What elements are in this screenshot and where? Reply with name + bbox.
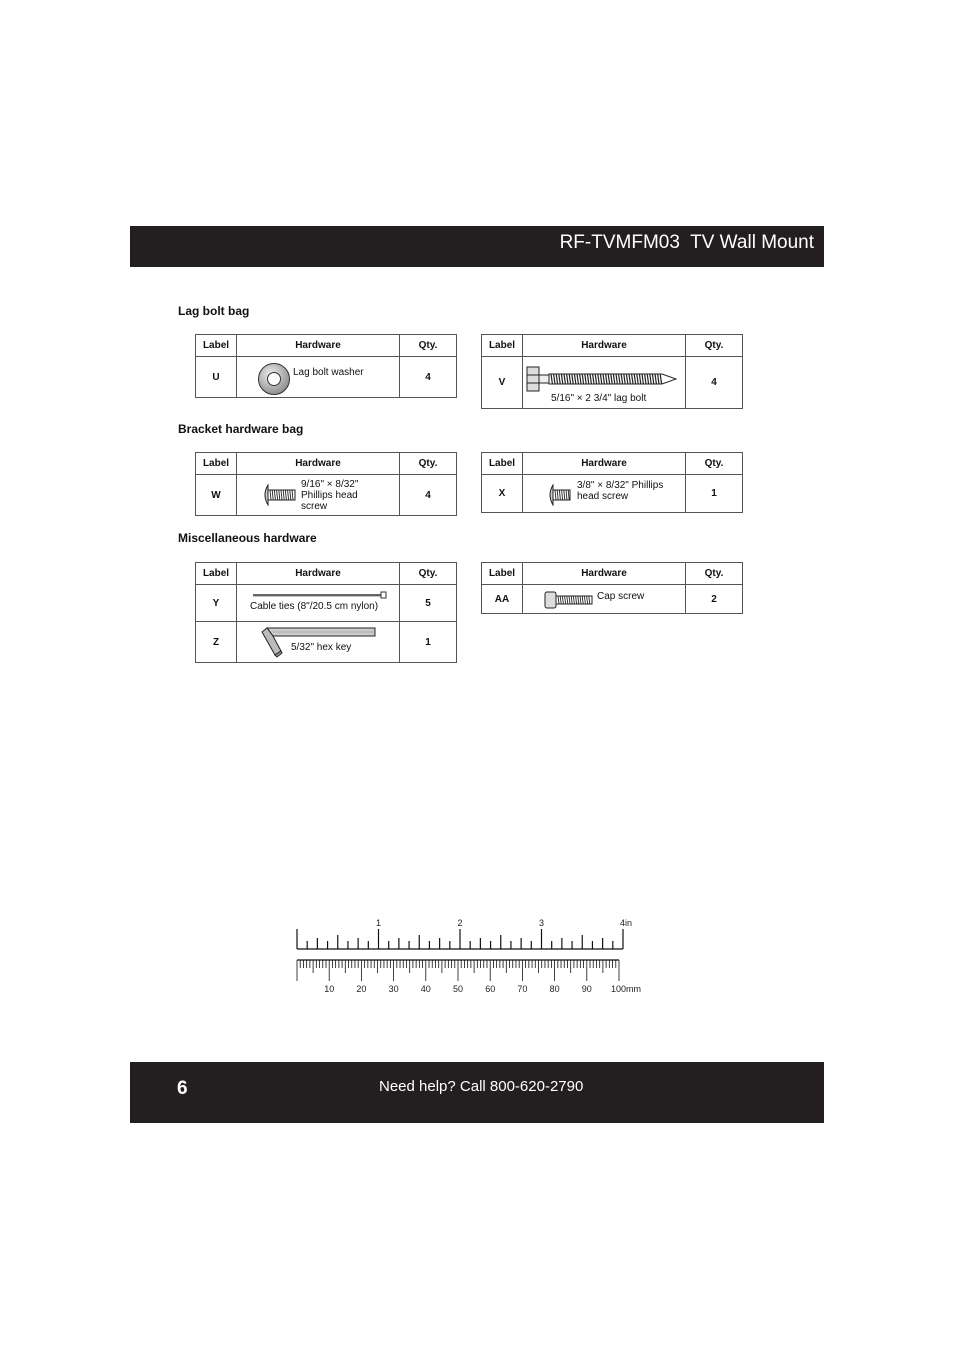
hardware-table-aa [481,562,743,614]
item-label: Z [196,622,237,663]
mm-label: 50 [452,984,464,994]
washer-icon [257,362,291,396]
table-row [196,357,457,398]
table-row [196,585,457,622]
inch-label: 1 [375,918,382,928]
phillips-screw-icon [261,484,297,506]
item-label: AA [482,585,523,614]
mm-label: 90 [581,984,592,994]
column-header-qty: Qty. [686,563,743,585]
hardware-description-line: 9/16" × 8/32" [301,479,359,490]
table-row [482,357,743,409]
column-header-hardware: Hardware [523,563,686,585]
hardware-description: Cable ties (8"/20.5 cm nylon) [250,601,379,612]
hardware-cell [237,622,400,663]
hardware-table-u [195,334,457,398]
mm-label: 80 [549,984,560,994]
hardware-table-misc [195,562,457,663]
page-title: RF-TVMFM03 TV Wall Mount [559,232,814,253]
mm-label: 40 [420,984,431,994]
column-header-hardware: Hardware [237,335,400,357]
column-header-label: Label [482,335,523,357]
column-header-qty: Qty. [686,453,743,475]
section-title-lag-bolt-bag: Lag bolt bag [178,304,250,318]
section-title-miscellaneous-hardware: Miscellaneous hardware [178,531,317,545]
hardware-cell [523,475,686,513]
hardware-description-line: head screw [577,491,629,502]
hardware-description: 5/32" hex key [291,642,352,653]
item-label: Y [196,585,237,622]
table-row [196,622,457,663]
hardware-description-line: Phillips head [301,490,358,501]
hardware-cell [523,357,686,409]
footer-banner [130,1062,824,1123]
hardware-description: 5/16" × 2 3/4" lag bolt [551,393,647,404]
hardware-cell [237,357,400,398]
column-header-label: Label [196,453,237,475]
inch-label: 2 [457,918,463,928]
item-label: U [196,357,237,398]
item-qty: 4 [400,357,457,398]
mm-label: 60 [485,984,496,994]
column-header-label: Label [482,563,523,585]
item-label: V [482,357,523,409]
hardware-table-v [481,334,743,409]
cap-screw-icon [544,591,594,609]
header-banner [130,226,824,267]
inch-label: 4in [619,918,633,928]
hardware-cell [237,475,400,516]
column-header-label: Label [196,335,237,357]
column-header-label: Label [482,453,523,475]
column-header-hardware: Hardware [523,453,686,475]
mm-label: 30 [388,984,399,994]
section-title-bracket-hardware-bag: Bracket hardware bag [178,422,304,436]
column-header-qty: Qty. [686,335,743,357]
inch-label: 3 [538,918,545,928]
hardware-description: Cap screw [597,591,645,602]
lag-bolt-icon [526,366,678,392]
mm-label: 20 [356,984,367,994]
column-header-qty: Qty. [400,563,457,585]
hardware-table-w [195,452,457,516]
item-label: W [196,475,237,516]
table-row [482,585,743,614]
inch-scale [297,918,632,949]
hardware-description-line: screw [301,501,328,512]
cable-tie-icon [251,591,389,599]
item-qty: 2 [686,585,743,614]
table-row [196,475,457,516]
hardware-cell [237,585,400,622]
phillips-screw-icon [546,484,572,506]
millimeter-scale [297,960,641,994]
mm-label: 100mm [610,984,642,994]
item-qty: 5 [400,585,457,622]
item-qty: 1 [400,622,457,663]
mm-label: 70 [517,984,528,994]
column-header-label: Label [196,563,237,585]
item-qty: 4 [400,475,457,516]
hardware-cell [523,585,686,614]
column-header-qty: Qty. [400,453,457,475]
page-number: 6 [177,1078,188,1099]
column-header-hardware: Hardware [237,563,400,585]
hardware-table-x [481,452,743,513]
table-row [482,475,743,513]
hardware-description-line: 3/8" × 8/32" Phillips [577,480,664,491]
help-phone-text: Need help? Call 800-620-2790 [379,1078,584,1095]
hardware-description: Lag bolt washer [293,367,364,378]
mm-label: 10 [324,984,335,994]
column-header-hardware: Hardware [237,453,400,475]
item-qty: 4 [686,357,743,409]
item-qty: 1 [686,475,743,513]
measurement-ruler [290,915,650,997]
column-header-hardware: Hardware [523,335,686,357]
item-label: X [482,475,523,513]
column-header-qty: Qty. [400,335,457,357]
